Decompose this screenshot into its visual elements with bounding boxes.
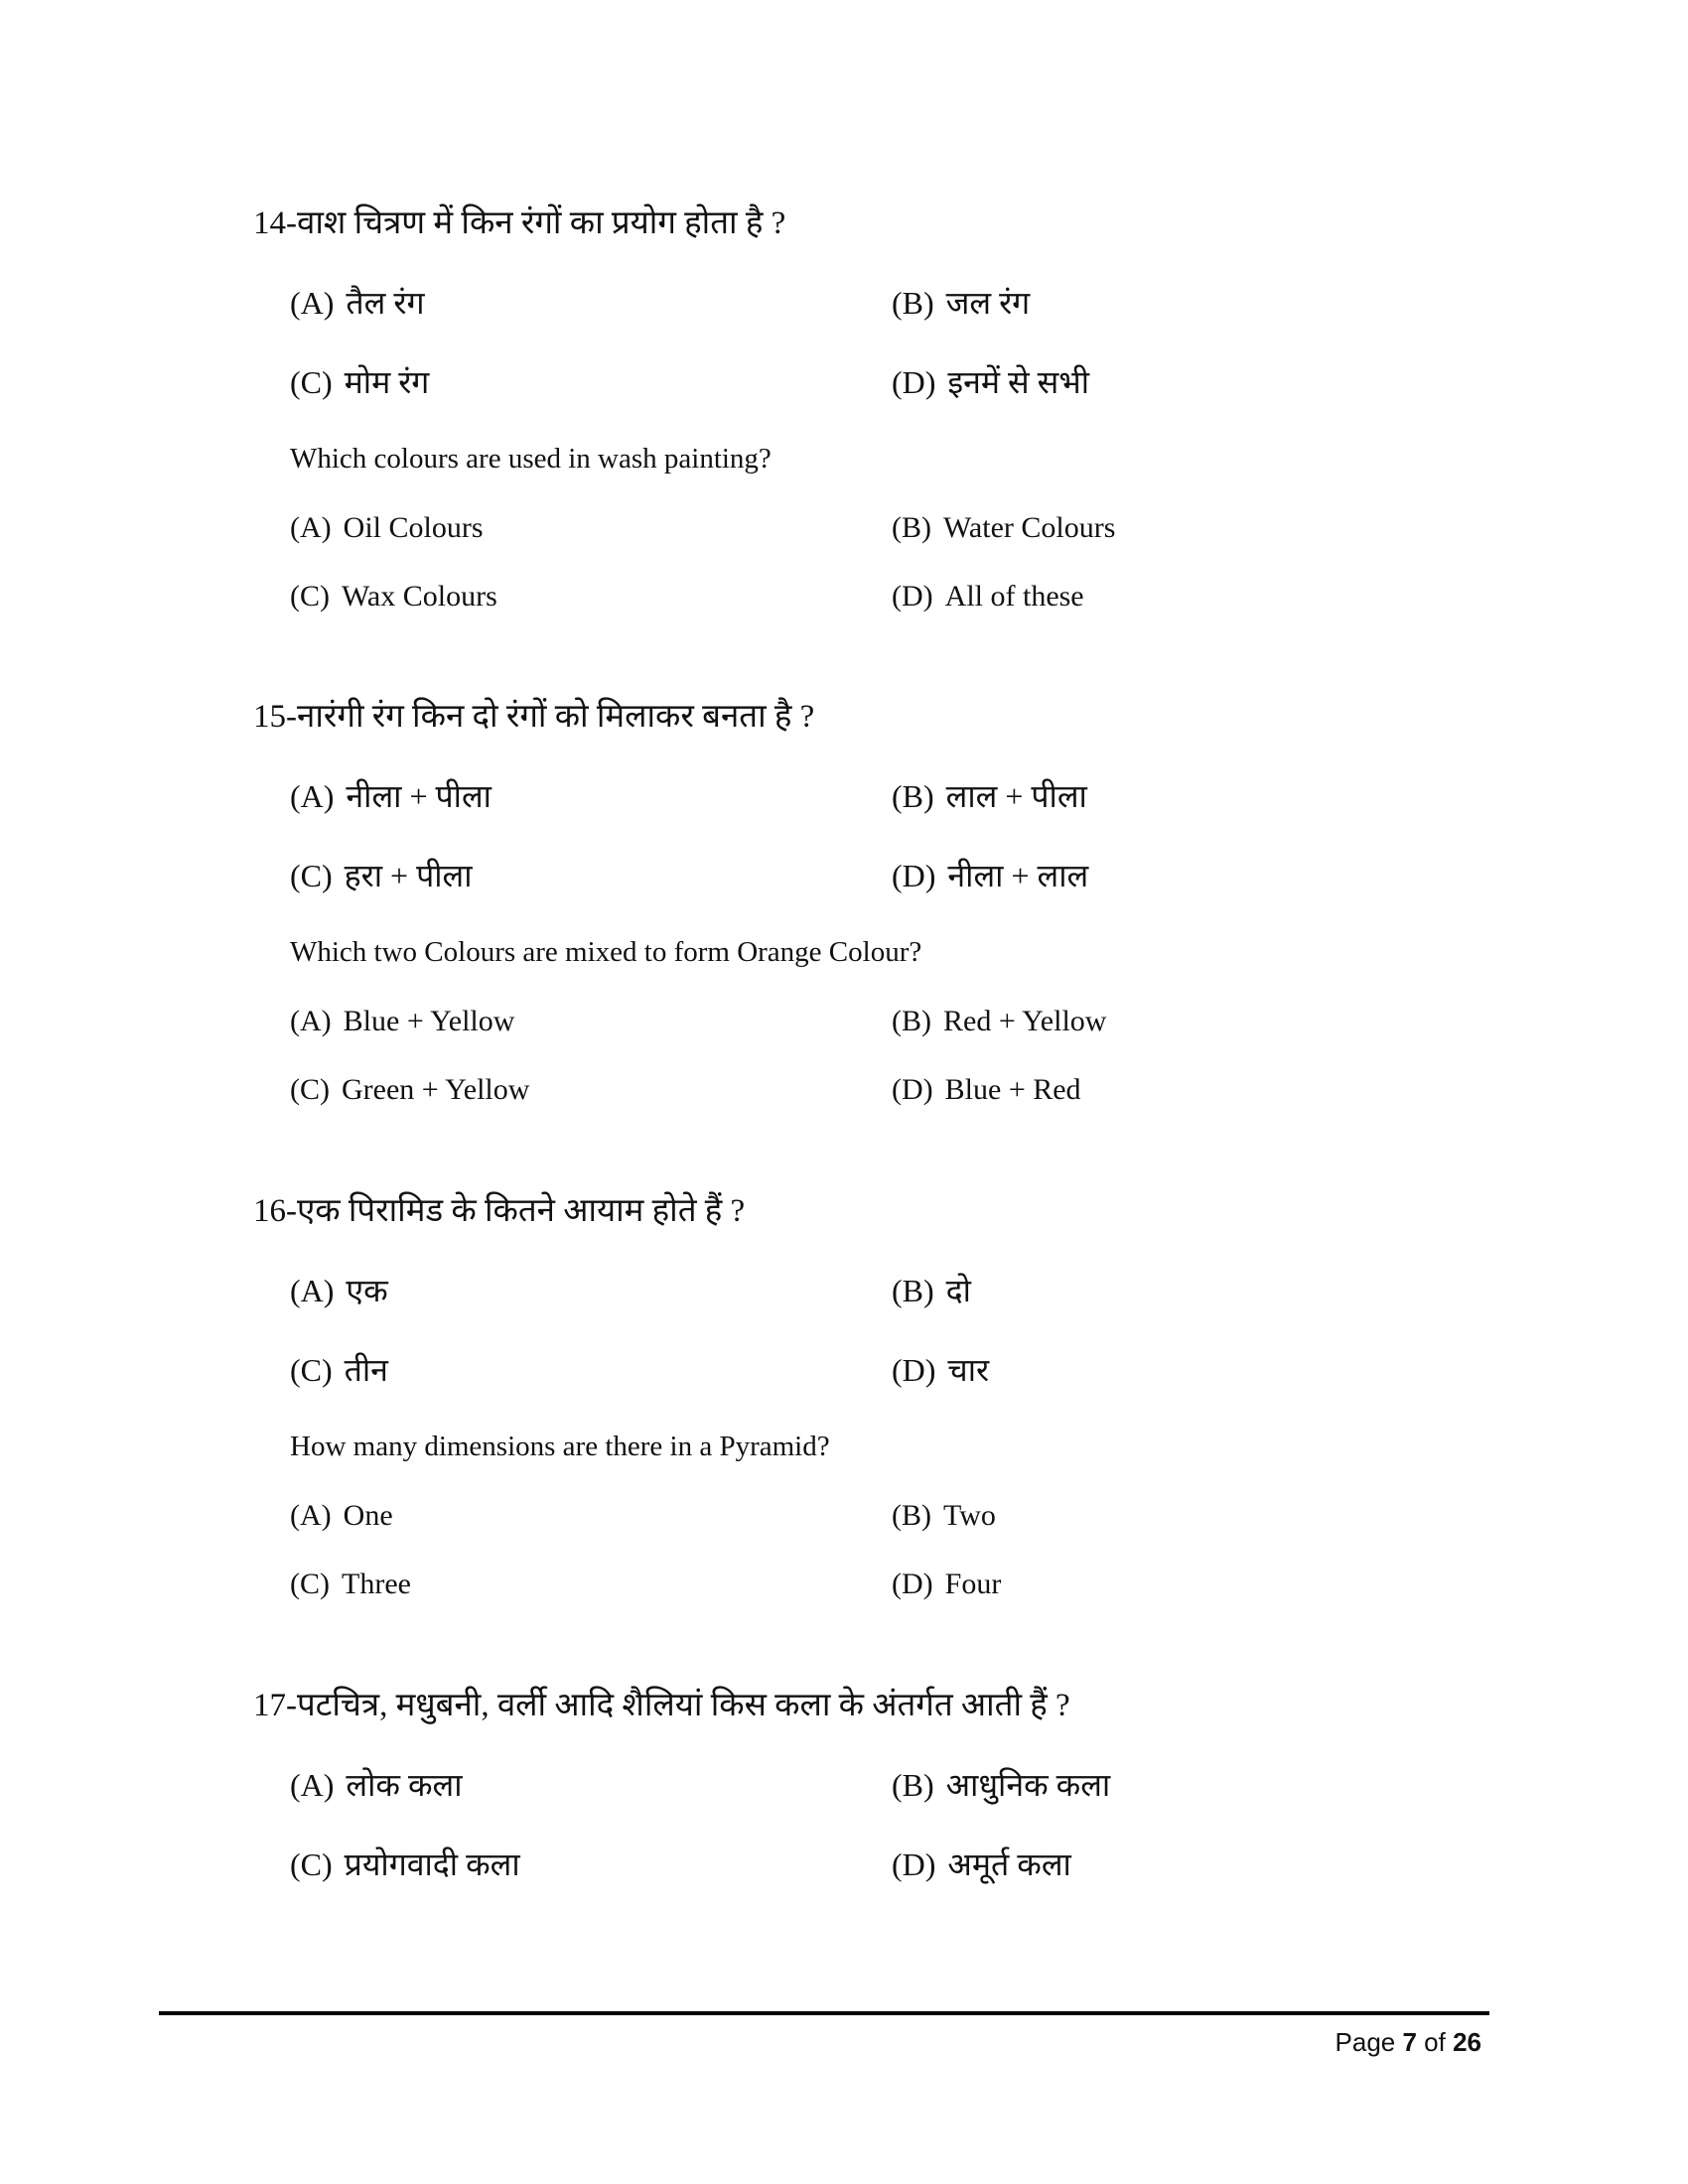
q15-hi-option-b: (B) लाल + पीला <box>892 778 1087 814</box>
q14-hi-option-a: (A) तैल रंग <box>290 285 425 321</box>
q16-hi-option-c: (C) तीन <box>290 1352 388 1388</box>
q15-en-option-b: (B) Red + Yellow <box>892 1005 1107 1037</box>
q16-hi-option-a: (A) एक <box>290 1273 388 1308</box>
question-15-english: Which two Colours are mixed to form Orange Colour? <box>290 936 922 968</box>
q14-hi-option-c: (C) मोम रंग <box>290 364 430 400</box>
q17-hi-option-b: (B) आधुनिक कला <box>892 1767 1111 1803</box>
current-page: 7 <box>1402 2027 1417 2057</box>
q15-en-option-c: (C) Green + Yellow <box>290 1073 530 1106</box>
footer-divider <box>159 2011 1489 2015</box>
question-text: वाश चित्रण में किन रंगों का प्रयोग होता है ? <box>297 205 786 241</box>
q14-en-option-d: (D) All of these <box>892 580 1084 613</box>
q16-en-option-c: (C) Three <box>290 1568 411 1600</box>
question-number: 16- <box>253 1193 297 1229</box>
question-text: नारंगी रंग किन दो रंगों को मिलाकर बनता है ? <box>297 699 815 735</box>
question-15-hindi <box>253 697 814 737</box>
q14-hi-option-b: (B) जल रंग <box>892 285 1031 321</box>
q17-hi-option-a: (A) लोक कला <box>290 1767 463 1803</box>
q16-hi-option-d: (D) चार <box>892 1352 990 1388</box>
q16-en-option-b: (B) Two <box>892 1499 996 1532</box>
q16-hi-option-b: (B) दो <box>892 1273 971 1308</box>
total-pages: 26 <box>1453 2027 1481 2057</box>
question-17-hindi <box>253 1686 1070 1725</box>
page-number: Page 7 of 26 <box>1335 2027 1481 2057</box>
question-number: 14- <box>253 205 297 241</box>
q14-en-option-a: (A) Oil Colours <box>290 511 484 544</box>
q15-en-option-d: (D) Blue + Red <box>892 1073 1081 1106</box>
question-16-english: How many dimensions are there in a Pyramid? <box>290 1431 830 1462</box>
q17-hi-option-c: (C) प्रयोगवादी कला <box>290 1846 520 1882</box>
question-text: एक पिरामिड के कितने आयाम होते हैं ? <box>297 1193 746 1229</box>
question-number: 15- <box>253 699 297 735</box>
q14-hi-option-d: (D) इनमें से सभी <box>892 364 1090 400</box>
question-14-english: Which colours are used in wash painting? <box>290 443 772 475</box>
question-14-hindi <box>253 204 785 243</box>
q14-en-option-c: (C) Wax Colours <box>290 580 497 613</box>
q17-hi-option-d: (D) अमूर्त कला <box>892 1846 1071 1882</box>
q15-hi-option-c: (C) हरा + पीला <box>290 858 473 893</box>
question-16-hindi <box>253 1191 745 1231</box>
q15-hi-option-d: (D) नीला + लाल <box>892 858 1089 893</box>
q14-en-option-b: (B) Water Colours <box>892 511 1116 544</box>
q15-hi-option-a: (A) नीला + पीला <box>290 778 492 814</box>
question-number: 17- <box>253 1688 297 1723</box>
q15-en-option-a: (A) Blue + Yellow <box>290 1005 515 1037</box>
q16-en-option-d: (D) Four <box>892 1568 1002 1600</box>
q16-en-option-a: (A) One <box>290 1499 393 1532</box>
question-text: पटचित्र, मधुबनी, वर्ली आदि शैलियां किस कला के अंतर्गत आती हैं ? <box>297 1688 1070 1723</box>
